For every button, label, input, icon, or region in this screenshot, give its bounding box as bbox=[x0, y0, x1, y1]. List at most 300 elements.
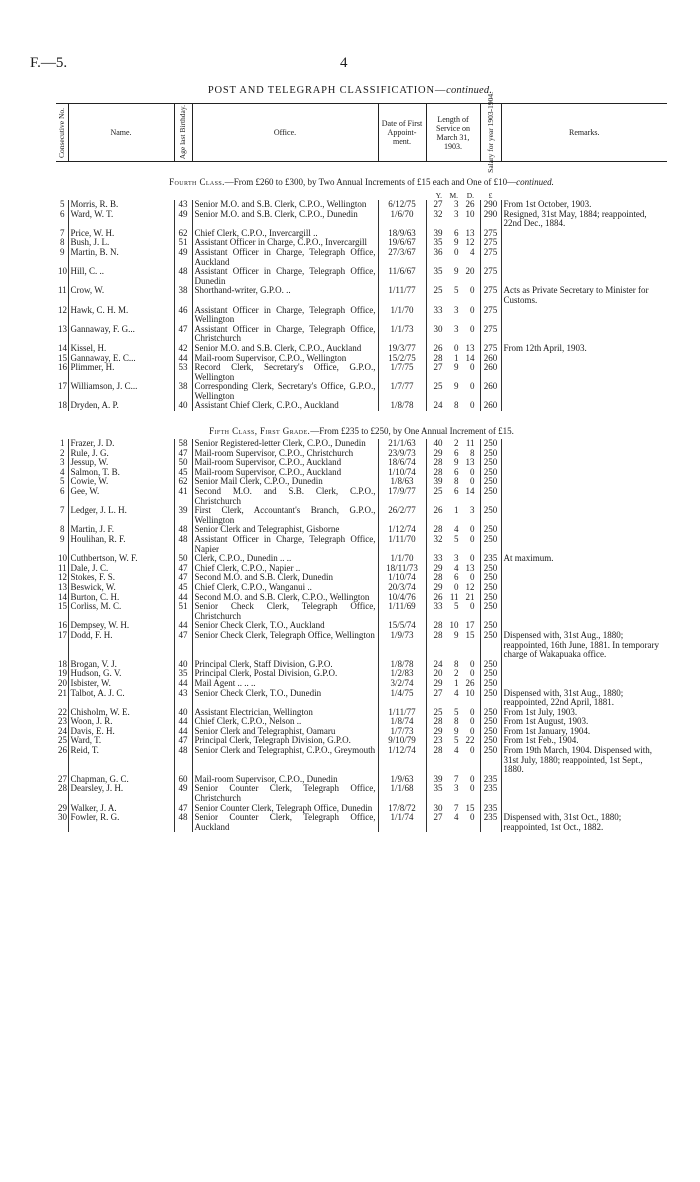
remarks bbox=[501, 363, 667, 382]
row-number: 16 bbox=[58, 620, 67, 631]
appointment-date: 21/1/63 bbox=[378, 439, 426, 449]
remarks bbox=[501, 325, 667, 344]
appointment-date: 1/8/78 bbox=[378, 660, 426, 670]
row-number: 30 bbox=[58, 812, 67, 823]
remarks: Resigned, 31st May, 1884; reappointed, 22nd Dec., 1884. bbox=[501, 210, 667, 229]
age: 47 bbox=[174, 804, 192, 814]
row-number: 15 bbox=[58, 601, 67, 612]
office: Senior Clerk and Telegraphist, C.P.O., Greymouth bbox=[192, 746, 378, 775]
row-number: 26 bbox=[58, 745, 67, 756]
service-months: 8 bbox=[454, 400, 459, 411]
age: 42 bbox=[174, 344, 192, 354]
salary: 275 bbox=[480, 248, 501, 267]
row-number: 23 bbox=[58, 716, 67, 727]
remarks bbox=[501, 506, 667, 525]
remarks bbox=[501, 477, 667, 487]
table-row bbox=[56, 344, 667, 354]
age: 48 bbox=[174, 535, 192, 554]
age: 53 bbox=[174, 363, 192, 382]
row-number: 22 bbox=[58, 706, 67, 717]
appointment-date: 1/2/83 bbox=[378, 669, 426, 679]
service-years: 28 bbox=[433, 457, 443, 468]
table-row bbox=[56, 458, 667, 468]
appointment-date: 18/11/73 bbox=[378, 564, 426, 574]
appointment-date: 19/3/77 bbox=[378, 344, 426, 354]
service-days: 17 bbox=[465, 620, 475, 631]
service-days: 0 bbox=[470, 725, 475, 736]
service-months: 4 bbox=[454, 562, 459, 573]
remarks bbox=[501, 583, 667, 593]
service-months: 9 bbox=[454, 237, 459, 248]
employee-name: Plimmer, H. bbox=[68, 363, 174, 382]
office: First Clerk, Accountant's Branch, G.P.O., Wellington bbox=[192, 506, 378, 525]
age: 47 bbox=[174, 736, 192, 746]
age: 48 bbox=[174, 746, 192, 775]
salary: 250 bbox=[480, 746, 501, 775]
salary: 275 bbox=[480, 325, 501, 344]
length-of-service bbox=[426, 487, 480, 506]
office: Senior M.O. and S.B. Clerk, C.P.O., Wellington bbox=[192, 200, 378, 210]
remarks: Dispensed with, 31st Aug., 1880; reappointed, 16th June, 1881. In temporary charge of Wakapuaka office. bbox=[501, 631, 667, 660]
appointment-date: 1/1/70 bbox=[378, 554, 426, 564]
employee-name: Dryden, A. P. bbox=[68, 401, 174, 411]
office: Assistant Officer in Charge, C.P.O., Invercargill bbox=[192, 238, 378, 248]
classification-table bbox=[56, 92, 667, 832]
appointment-date: 18/6/74 bbox=[378, 458, 426, 468]
remarks bbox=[501, 401, 667, 411]
remarks bbox=[501, 784, 667, 803]
age: 45 bbox=[174, 468, 192, 478]
employee-name: Bush, J. L. bbox=[68, 238, 174, 248]
service-days: 0 bbox=[470, 601, 475, 612]
employee-name: Ward, T. bbox=[68, 736, 174, 746]
remarks bbox=[501, 382, 667, 401]
salary: 250 bbox=[480, 679, 501, 689]
length-of-service bbox=[426, 248, 480, 267]
service-years: 23 bbox=[433, 735, 443, 746]
appointment-date: 1/10/74 bbox=[378, 573, 426, 583]
page-title bbox=[0, 85, 700, 96]
title-continued: continued. bbox=[446, 85, 493, 96]
age: 44 bbox=[174, 717, 192, 727]
office: Corresponding Clerk, Secretary's Office, G.P.O., Wellington bbox=[192, 382, 378, 401]
row-number: 13 bbox=[58, 323, 67, 334]
row-number: 5 bbox=[60, 199, 65, 209]
service-days: 0 bbox=[470, 745, 475, 756]
service-months: 6 bbox=[454, 466, 459, 477]
remarks bbox=[501, 573, 667, 583]
service-days: 12 bbox=[465, 581, 475, 592]
table-row bbox=[56, 382, 667, 401]
salary: 275 bbox=[480, 238, 501, 248]
service-months: 9 bbox=[454, 629, 459, 640]
appointment-date: 1/11/69 bbox=[378, 602, 426, 621]
employee-name: Crow, W. bbox=[68, 286, 174, 305]
remarks bbox=[501, 306, 667, 325]
employee-name: Brogan, V. J. bbox=[68, 660, 174, 670]
remarks bbox=[501, 669, 667, 679]
employee-name: Fowler, R. G. bbox=[68, 813, 174, 832]
employee-name: Dearsley, J. H. bbox=[68, 784, 174, 803]
row-number: 11 bbox=[58, 285, 67, 296]
service-days: 3 bbox=[470, 505, 475, 516]
age: 40 bbox=[174, 660, 192, 670]
employee-name: Dempsey, W. H. bbox=[68, 621, 174, 631]
service-days: 4 bbox=[470, 246, 475, 257]
table-row bbox=[56, 746, 667, 775]
office: Senior Check Clerk, T.O., Dunedin bbox=[192, 689, 378, 708]
row-number: 29 bbox=[58, 802, 67, 813]
service-months: 0 bbox=[454, 342, 459, 353]
appointment-date: 26/2/77 bbox=[378, 506, 426, 525]
row-number: 12 bbox=[58, 572, 67, 583]
service-months: 9 bbox=[454, 381, 459, 392]
employee-name: Chisholm, W. E. bbox=[68, 708, 174, 718]
office: Chief Clerk, C.P.O., Invercargill .. bbox=[192, 229, 378, 239]
employee-name: Cuthbertson, W. F. bbox=[68, 554, 174, 564]
service-days: 20 bbox=[465, 266, 475, 277]
service-days: 0 bbox=[470, 466, 475, 477]
appointment-date: 1/11/70 bbox=[378, 535, 426, 554]
office: Mail-room Supervisor, C.P.O., Christchurch bbox=[192, 449, 378, 459]
service-years: 28 bbox=[433, 572, 443, 583]
appointment-date: 1/6/70 bbox=[378, 210, 426, 229]
appointment-date: 1/8/63 bbox=[378, 477, 426, 487]
table-row bbox=[56, 564, 667, 574]
salary: 250 bbox=[480, 660, 501, 670]
table-row bbox=[56, 487, 667, 506]
remarks: From 1st Feb., 1904. bbox=[501, 736, 667, 746]
length-of-service bbox=[426, 813, 480, 832]
table-row bbox=[56, 325, 667, 344]
service-years: 27 bbox=[433, 687, 443, 698]
salary: 235 bbox=[480, 784, 501, 803]
row-number: 7 bbox=[60, 227, 65, 238]
service-months: 4 bbox=[454, 524, 459, 535]
age: 44 bbox=[174, 354, 192, 364]
service-months: 7 bbox=[454, 773, 459, 784]
age: 47 bbox=[174, 631, 192, 660]
age: 49 bbox=[174, 210, 192, 229]
length-of-service bbox=[426, 689, 480, 708]
employee-name: Isbister, W. bbox=[68, 679, 174, 689]
age: 41 bbox=[174, 487, 192, 506]
table-row bbox=[56, 535, 667, 554]
employee-name: Gannaway, E. C... bbox=[68, 354, 174, 364]
table-row bbox=[56, 468, 667, 478]
office: Mail-room Supervisor, C.P.O., Auckland bbox=[192, 468, 378, 478]
office: Senior Registered-letter Clerk, C.P.O., Dunedin bbox=[192, 439, 378, 449]
employee-name: Chapman, G. C. bbox=[68, 775, 174, 785]
remarks bbox=[501, 602, 667, 621]
salary: 250 bbox=[480, 708, 501, 718]
row-number: 16 bbox=[58, 362, 67, 373]
employee-name: Walker, J. A. bbox=[68, 804, 174, 814]
office: Assistant Officer in Charge, Telegraph Office, Auckland bbox=[192, 248, 378, 267]
remarks bbox=[501, 593, 667, 603]
service-years: 25 bbox=[433, 486, 443, 497]
employee-name: Dale, J. C. bbox=[68, 564, 174, 574]
appointment-date: 1/1/70 bbox=[378, 306, 426, 325]
appointment-date: 1/1/74 bbox=[378, 813, 426, 832]
service-days: 0 bbox=[470, 400, 475, 411]
row-number: 20 bbox=[58, 677, 67, 688]
service-months: 2 bbox=[454, 668, 459, 679]
service-years: 28 bbox=[433, 524, 443, 535]
office: Principal Clerk, Staff Division, G.P.O. bbox=[192, 660, 378, 670]
service-years: 25 bbox=[433, 285, 443, 296]
service-months: 10 bbox=[449, 620, 459, 631]
service-months: 6 bbox=[454, 447, 459, 458]
row-number: 21 bbox=[58, 687, 67, 698]
age: 38 bbox=[174, 286, 192, 305]
remarks: Dispensed with, 31st Aug., 1880; reappointed, 22nd April, 1881. bbox=[501, 689, 667, 708]
service-days: 13 bbox=[465, 562, 475, 573]
service-months: 9 bbox=[454, 362, 459, 373]
employee-name: Cowie, W. bbox=[68, 477, 174, 487]
service-years: 39 bbox=[433, 476, 443, 487]
remarks bbox=[501, 248, 667, 267]
service-years: 33 bbox=[433, 304, 443, 315]
service-days: 0 bbox=[470, 668, 475, 679]
service-days: 0 bbox=[470, 716, 475, 727]
service-days: 8 bbox=[470, 447, 475, 458]
service-years: 39 bbox=[433, 227, 443, 238]
col-length-of-service: Length of Service on March 31, 1903. bbox=[426, 104, 480, 162]
service-years: 36 bbox=[433, 246, 443, 257]
employee-name: Houlihan, R. F. bbox=[68, 535, 174, 554]
age: 48 bbox=[174, 267, 192, 286]
remarks bbox=[501, 439, 667, 449]
office: Senior Clerk and Telegraphist, Gisborne bbox=[192, 525, 378, 535]
age: 62 bbox=[174, 229, 192, 239]
appointment-date: 10/4/76 bbox=[378, 593, 426, 603]
employee-name: Rule, J. G. bbox=[68, 449, 174, 459]
office: Assistant Officer in Charge, Telegraph Office, Napier bbox=[192, 535, 378, 554]
salary: 275 bbox=[480, 286, 501, 305]
office: Chief Clerk, C.P.O., Wanganui .. bbox=[192, 583, 378, 593]
length-of-service bbox=[426, 210, 480, 229]
age: 46 bbox=[174, 306, 192, 325]
appointment-date: 27/3/67 bbox=[378, 248, 426, 267]
row-number: 1 bbox=[60, 438, 65, 449]
col-remarks: Remarks. bbox=[501, 104, 667, 162]
office: Senior Counter Clerk, Telegraph Office, Auckland bbox=[192, 813, 378, 832]
employee-name: Gannaway, F. G... bbox=[68, 325, 174, 344]
service-days: 15 bbox=[465, 802, 475, 813]
salary: 250 bbox=[480, 631, 501, 660]
age: 47 bbox=[174, 325, 192, 344]
appointment-date: 23/9/73 bbox=[378, 449, 426, 459]
employee-name: Beswick, W. bbox=[68, 583, 174, 593]
service-years: 26 bbox=[433, 342, 443, 353]
page-number: 4 bbox=[340, 55, 348, 71]
table-row bbox=[56, 449, 667, 459]
salary: 235 bbox=[480, 554, 501, 564]
office: Assistant Electrician, Wellington bbox=[192, 708, 378, 718]
table-row bbox=[56, 439, 667, 449]
appointment-date: 3/2/74 bbox=[378, 679, 426, 689]
salary: 250 bbox=[480, 564, 501, 574]
service-years: 28 bbox=[433, 629, 443, 640]
service-years: 24 bbox=[433, 400, 443, 411]
employee-name: Frazer, J. D. bbox=[68, 439, 174, 449]
employee-name: Reid, T. bbox=[68, 746, 174, 775]
salary: 235 bbox=[480, 813, 501, 832]
service-days: 26 bbox=[465, 677, 475, 688]
salary: 250 bbox=[480, 487, 501, 506]
office: Senior Check Clerk, T.O., Auckland bbox=[192, 621, 378, 631]
salary: 250 bbox=[480, 689, 501, 708]
salary: 250 bbox=[480, 535, 501, 554]
service-years: 27 bbox=[433, 199, 443, 209]
service-years: 29 bbox=[433, 447, 443, 458]
table-row bbox=[56, 401, 667, 411]
service-months: 9 bbox=[454, 457, 459, 468]
table-row bbox=[56, 631, 667, 660]
section-heading: Fifth Class, First Grade.—From £235 to £250, by One Annual Increment of £15. bbox=[209, 426, 514, 437]
length-of-service bbox=[426, 306, 480, 325]
table-row bbox=[56, 267, 667, 286]
appointment-date: 17/8/72 bbox=[378, 804, 426, 814]
service-days: 10 bbox=[465, 208, 475, 219]
length-of-service bbox=[426, 286, 480, 305]
service-months: 0 bbox=[454, 246, 459, 257]
office: Chief Clerk, C.P.O., Nelson .. bbox=[192, 717, 378, 727]
remarks bbox=[501, 238, 667, 248]
office: Senior M.O. and S.B. Clerk, C.P.O., Dunedin bbox=[192, 210, 378, 229]
service-years: 28 bbox=[433, 745, 443, 756]
remarks bbox=[501, 487, 667, 506]
salary: 275 bbox=[480, 229, 501, 239]
employee-name: Martin, B. N. bbox=[68, 248, 174, 267]
service-days: 12 bbox=[465, 237, 475, 248]
salary: 250 bbox=[480, 573, 501, 583]
table-row bbox=[56, 660, 667, 670]
header-row bbox=[56, 104, 667, 162]
age: 44 bbox=[174, 679, 192, 689]
service-days: 11 bbox=[465, 438, 475, 449]
service-years: 28 bbox=[433, 466, 443, 477]
row-number: 18 bbox=[58, 658, 67, 669]
salary: 250 bbox=[480, 727, 501, 737]
age: 51 bbox=[174, 602, 192, 621]
office: Senior Check Clerk, Telegraph Office, Christchurch bbox=[192, 602, 378, 621]
service-months: 0 bbox=[454, 581, 459, 592]
row-number: 14 bbox=[58, 591, 67, 602]
service-months: 5 bbox=[454, 735, 459, 746]
appointment-date: 1/10/74 bbox=[378, 468, 426, 478]
service-months: 3 bbox=[454, 783, 459, 794]
appointment-date: 15/2/75 bbox=[378, 354, 426, 364]
row-number: 2 bbox=[60, 447, 65, 458]
salary: 250 bbox=[480, 602, 501, 621]
salary: 250 bbox=[480, 449, 501, 459]
salary: 250 bbox=[480, 525, 501, 535]
length-of-service bbox=[426, 535, 480, 554]
office: Assistant Chief Clerk, C.P.O., Auckland bbox=[192, 401, 378, 411]
appointment-date: 15/5/74 bbox=[378, 621, 426, 631]
office: Shorthand-writer, G.P.O. .. bbox=[192, 286, 378, 305]
row-number: 3 bbox=[60, 457, 65, 468]
length-of-service bbox=[426, 506, 480, 525]
service-years: 32 bbox=[433, 208, 443, 219]
office: Senior M.O. and S.B. Clerk, C.P.O., Auckland bbox=[192, 344, 378, 354]
service-days: 15 bbox=[465, 629, 475, 640]
service-months: 3 bbox=[454, 304, 459, 315]
service-months: 5 bbox=[454, 706, 459, 717]
age: 44 bbox=[174, 593, 192, 603]
salary: 250 bbox=[480, 458, 501, 468]
service-months: 1 bbox=[454, 505, 459, 516]
table-row bbox=[56, 602, 667, 621]
salary: 250 bbox=[480, 717, 501, 727]
service-days: 13 bbox=[465, 227, 475, 238]
office: Assistant Officer in Charge, Telegraph Office, Wellington bbox=[192, 306, 378, 325]
remarks: From 1st July, 1903. bbox=[501, 708, 667, 718]
salary: 275 bbox=[480, 344, 501, 354]
service-years: 29 bbox=[433, 562, 443, 573]
service-years: 30 bbox=[433, 802, 443, 813]
office: Mail-room Supervisor, C.P.O., Dunedin bbox=[192, 775, 378, 785]
length-of-service bbox=[426, 602, 480, 621]
office: Senior Counter Clerk, Telegraph Office, Dunedin bbox=[192, 804, 378, 814]
service-months: 5 bbox=[454, 285, 459, 296]
service-months: 9 bbox=[454, 725, 459, 736]
table-row bbox=[56, 248, 667, 267]
row-number: 19 bbox=[58, 668, 67, 679]
salary: 275 bbox=[480, 306, 501, 325]
table-row bbox=[56, 363, 667, 382]
age: 48 bbox=[174, 525, 192, 535]
service-years: 33 bbox=[433, 601, 443, 612]
age: 43 bbox=[174, 200, 192, 210]
row-number: 7 bbox=[60, 505, 65, 516]
office: Clerk, C.P.O., Dunedin .. .. bbox=[192, 554, 378, 564]
salary: 250 bbox=[480, 468, 501, 478]
length-of-service bbox=[426, 363, 480, 382]
salary: 250 bbox=[480, 669, 501, 679]
age: 40 bbox=[174, 708, 192, 718]
service-years: 33 bbox=[433, 553, 443, 564]
service-days: 0 bbox=[470, 524, 475, 535]
col-name: Name. bbox=[68, 104, 174, 162]
remarks: From 1st January, 1904. bbox=[501, 727, 667, 737]
employee-name: Hill, C. .. bbox=[68, 267, 174, 286]
salary: 250 bbox=[480, 506, 501, 525]
row-number: 13 bbox=[58, 581, 67, 592]
remarks: From 12th April, 1903. bbox=[501, 344, 667, 354]
section-heading: Fourth Class.—From £260 to £300, by Two Annual Increments of £15 each and One of £10—continued. bbox=[169, 177, 554, 188]
service-years: 27 bbox=[433, 812, 443, 823]
table-row bbox=[56, 286, 667, 305]
remarks: From 1st October, 1903. bbox=[501, 200, 667, 210]
service-years: 35 bbox=[433, 237, 443, 248]
title-text: POST AND TELEGRAPH CLASSIFICATION— bbox=[207, 85, 447, 96]
service-days: 0 bbox=[470, 304, 475, 315]
remarks bbox=[501, 564, 667, 574]
service-years: 29 bbox=[433, 677, 443, 688]
age: 39 bbox=[174, 506, 192, 525]
col-consecutive-no: Consecutive No. bbox=[56, 104, 68, 162]
office: Mail-room Supervisor, C.P.O., Auckland bbox=[192, 458, 378, 468]
service-months: 1 bbox=[454, 677, 459, 688]
salary: 250 bbox=[480, 439, 501, 449]
table-row bbox=[56, 689, 667, 708]
service-months: 8 bbox=[454, 476, 459, 487]
table-row bbox=[56, 784, 667, 803]
row-number: 11 bbox=[58, 562, 67, 573]
